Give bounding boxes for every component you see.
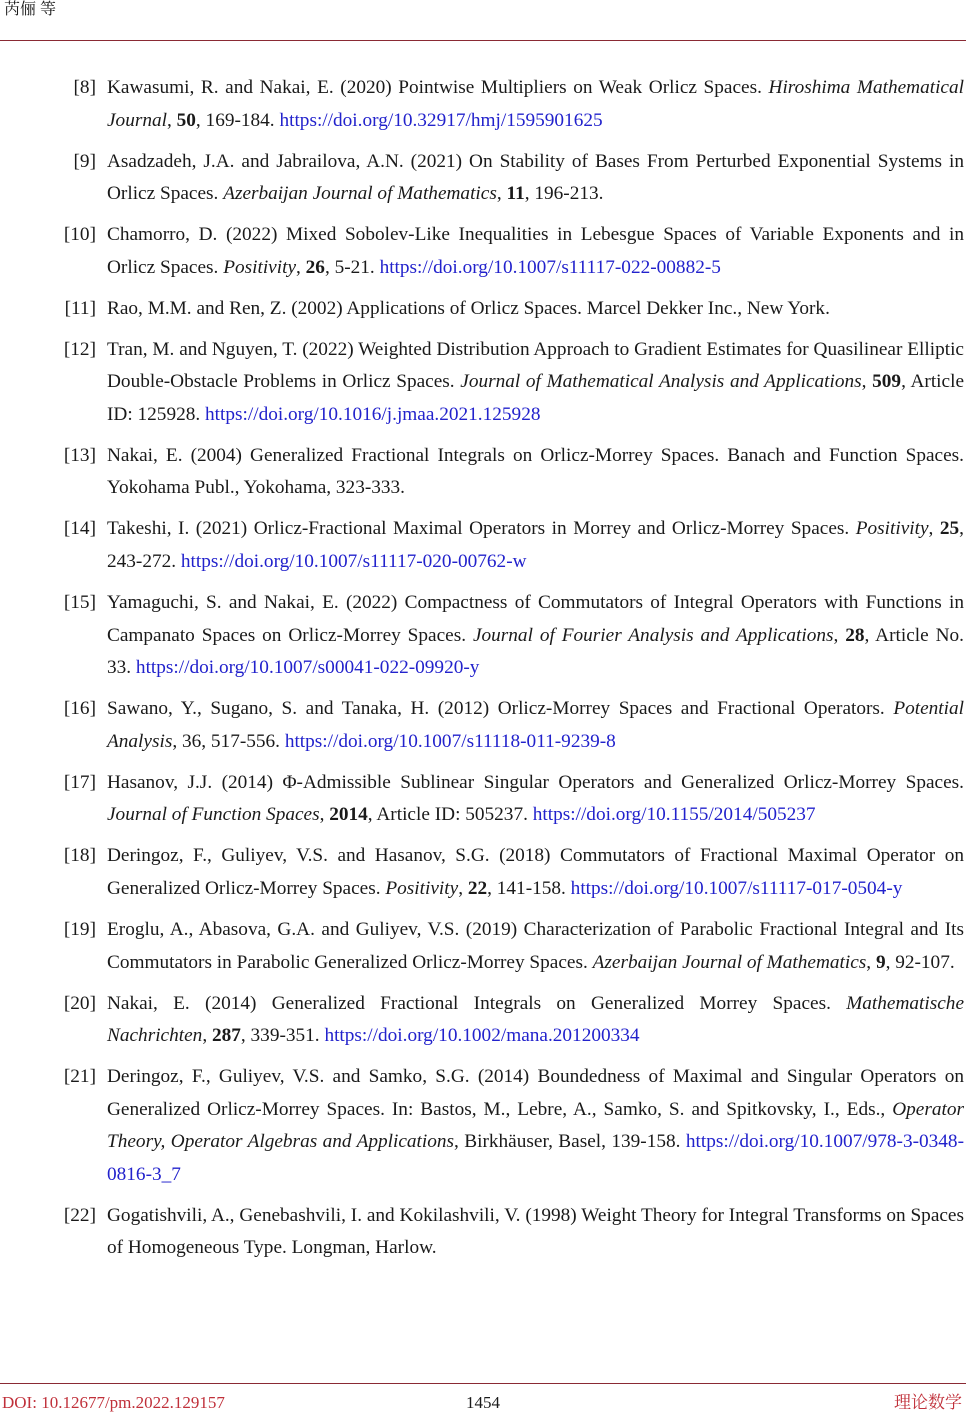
reference-body [107, 146, 964, 211]
reference-citation-text: Takeshi, I. (2021) Orlicz-Fractional Maximal Operators in Morrey and Orlicz-Morrey Spaces. [107, 518, 856, 540]
reference-volume: 509 [872, 371, 902, 393]
reference-journal-title: Azerbaijan Journal of Mathematics [223, 183, 497, 205]
reference-citation-text: Deringoz, F., Guliyev, V.S. and Samko, S.G. (2014) Boundedness of Maximal and Singular Operators on Generalized Orlicz-Morrey Spaces. In: Bastos, M., Lebre, A., Samko, S. and Spitkovsky, I., Eds., [107, 1066, 964, 1120]
reference-separator: , [202, 1025, 212, 1047]
reference-pages: 36, 517-556. [181, 730, 285, 752]
reference-pages: , 5-21. [324, 256, 380, 278]
reference-citation-text: Sawano, Y., Sugano, S. and Tanaka, H. (2012) Orlicz-Morrey Spaces and Fractional Operators. [107, 698, 894, 720]
reference-doi-link[interactable]: https://doi.org/10.32917/hmj/1595901625 [279, 109, 603, 131]
footer-divider [0, 1383, 966, 1384]
reference-doi-link[interactable]: https://doi.org/10.1007/s11117-022-00882-5 [379, 256, 721, 278]
reference-separator: , [454, 1131, 465, 1153]
reference-citation-text: Chamorro, D. (2022) Mixed Sobolev-Like Inequalities in Lebesgue Spaces of Variable Exponents and in Orlicz Spaces. [107, 224, 964, 278]
reference-journal-title: Mathematische Nachrichten [107, 992, 964, 1047]
reference-volume: 26 [305, 256, 325, 278]
reference-body [107, 1200, 964, 1265]
reference-doi-link[interactable]: https://doi.org/10.1007/s11117-020-00762-w [180, 551, 527, 573]
reference-pages: , 196-213. [524, 183, 604, 205]
reference-journal-title: Potential Analysis [107, 698, 964, 752]
reference-citation-text: Kawasumi, R. and Nakai, E. (2020) Pointwise Multipliers on Weak Orlicz Spaces. [107, 77, 769, 98]
footer-doi[interactable]: DOI: 10.12677/pm.2022.129157 [2, 1393, 225, 1412]
reference-citation-text: Gogatishvili, A., Genebashvili, I. and Kokilashvili, V. (1998) Weight Theory for Integral Transforms on Spaces of Homogeneous Type. Longman, Harlow. [107, 1204, 964, 1259]
reference-number: [20] [63, 992, 96, 1014]
reference-separator: , [166, 109, 177, 131]
reference-citation-text: Deringoz, F., Guliyev, V.S. and Hasanov, S.G. (2018) Commutators of Fractional Maximal Operator on Generalized Orlicz-Morrey Spaces. [107, 845, 964, 899]
reference-citation-text: Asadzadeh, J.A. and Jabrailova, A.N. (2021) On Stability of Bases From Perturbed Exponential Systems in Orlicz Spaces. [107, 150, 964, 205]
reference-journal-title: Hiroshima Mathematical Journal [107, 77, 964, 131]
reference-number: [12] [63, 338, 96, 360]
reference-number: [8] [73, 77, 96, 98]
reference-number: [9] [73, 150, 96, 172]
reference-number: [22] [63, 1204, 96, 1226]
reference-doi-link[interactable]: https://doi.org/10.1002/mana.201200334 [324, 1025, 640, 1047]
reference-pages: , 243-272. [107, 518, 964, 573]
reference-separator: , [928, 518, 940, 540]
reference-entry [0, 146, 966, 211]
reference-doi-link[interactable]: https://doi.org/10.1007/s11118-011-9239-8 [284, 730, 616, 752]
reference-citation-text: Yamaguchi, S. and Nakai, E. (2022) Compactness of Commutators of Integral Operators with Functions in Campanato Spaces on Orlicz-Morrey Spaces. [107, 592, 964, 646]
reference-volume: 2014 [329, 804, 368, 826]
reference-pages: Birkhäuser, Basel, 139-158. [464, 1131, 686, 1153]
reference-journal-title: Journal of Fourier Analysis and Applications [472, 624, 834, 646]
reference-pages: , 92-107. [885, 951, 955, 973]
reference-citation-text: Nakai, E. (2004) Generalized Fractional Integrals on Orlicz-Morrey Spaces. Banach and Function Spaces. Yokohama Publ., Yokohama, 323-333. [107, 444, 964, 499]
reference-body [107, 219, 964, 284]
reference-entry [0, 840, 966, 905]
reference-pages: , 141-158. [487, 877, 571, 899]
reference-citation-text: Rao, M.M. and Ren, Z. (2002) Applications of Orlicz Spaces. Marcel Dekker Inc., New York. [107, 297, 830, 319]
reference-volume: 28 [845, 624, 865, 646]
reference-body [107, 513, 964, 578]
reference-entry [0, 1061, 966, 1191]
reference-number: [19] [63, 918, 96, 940]
reference-volume: 50 [176, 109, 196, 131]
reference-entry [0, 767, 966, 832]
reference-entry [0, 334, 966, 432]
reference-number: [11] [64, 297, 96, 319]
reference-body [107, 440, 964, 505]
reference-number: [10] [63, 224, 96, 246]
reference-entry [0, 1200, 966, 1265]
header-divider [0, 40, 966, 41]
reference-separator: , [496, 183, 507, 205]
reference-body [107, 693, 964, 758]
reference-doi-link[interactable]: https://doi.org/10.1155/2014/505237 [532, 804, 816, 826]
reference-entry [0, 587, 966, 685]
reference-pages: , Article No. 33. [107, 624, 964, 679]
reference-volume: 25 [939, 518, 960, 540]
reference-journal-title: Positivity [855, 518, 929, 540]
reference-citation-text: Hasanov, J.J. (2014) Φ-Admissible Sublinear Singular Operators and Generalized Orlicz-Morrey Spaces. [107, 771, 964, 793]
reference-pages: , 169-184. [195, 109, 280, 131]
reference-journal-title: Positivity [385, 877, 459, 899]
reference-number: [14] [63, 518, 96, 540]
reference-number: [15] [63, 592, 96, 614]
reference-entry [0, 914, 966, 979]
reference-entry [0, 219, 966, 284]
reference-citation-text: Tran, M. and Nguyen, T. (2022) Weighted Distribution Approach to Gradient Estimates for Quasilinear Elliptic Double-Obstacle Problems in Orlicz Spaces. [107, 338, 964, 393]
reference-journal-title: Positivity [223, 256, 297, 278]
reference-body [107, 914, 964, 979]
reference-journal-title: Azerbaijan Journal of Mathematics [592, 951, 867, 973]
reference-body [107, 767, 964, 832]
reference-volume: 11 [506, 183, 525, 205]
reference-separator: , [296, 256, 306, 278]
reference-number: [18] [63, 845, 96, 867]
reference-separator: , [458, 877, 468, 899]
reference-body [107, 334, 964, 432]
page-number: 1454 [466, 1393, 500, 1412]
reference-doi-link[interactable]: https://doi.org/10.1007/s11117-017-0504-y [570, 877, 903, 899]
reference-journal-title: Operator Theory, Operator Algebras and Applications [107, 1098, 964, 1153]
reference-body [107, 840, 964, 905]
reference-separator: , [866, 951, 876, 973]
reference-body [107, 1061, 964, 1191]
reference-number: [16] [63, 698, 96, 720]
reference-doi-link[interactable]: https://doi.org/10.1007/978-3-0348-0816-3_7 [107, 1131, 964, 1185]
reference-entry [0, 72, 966, 137]
reference-number: [17] [63, 771, 96, 793]
reference-pages: , Article ID: 505237. [367, 804, 533, 826]
reference-volume: 9 [875, 951, 886, 973]
reference-volume: 287 [211, 1025, 241, 1047]
reference-separator: , [172, 730, 182, 752]
reference-entry [0, 293, 966, 326]
reference-separator: , [319, 804, 330, 826]
reference-number: [13] [63, 444, 96, 466]
reference-journal-title: Journal of Function Spaces [107, 804, 320, 826]
reference-entry [0, 513, 966, 578]
reference-separator: , [861, 371, 873, 393]
reference-list [0, 72, 966, 1273]
reference-body [107, 988, 964, 1053]
reference-entry [0, 440, 966, 505]
reference-number: [21] [63, 1066, 96, 1088]
footer-journal-name: 理论数学 [894, 1393, 962, 1412]
reference-separator: , [833, 624, 846, 646]
reference-journal-title: Journal of Mathematical Analysis and Applications [460, 371, 862, 393]
reference-body [107, 72, 964, 137]
reference-entry [0, 988, 966, 1053]
reference-citation-text: Eroglu, A., Abasova, G.A. and Guliyev, V.S. (2019) Characterization of Parabolic Fractional Integral and Its Commutators in Parabolic Generalized Orlicz-Morrey Spaces. [107, 918, 964, 973]
reference-pages: , Article ID: 125928. [107, 371, 965, 425]
reference-volume: 22 [467, 877, 488, 899]
reference-citation-text: Nakai, E. (2014) Generalized Fractional Integrals on Generalized Morrey Spaces. [107, 992, 847, 1014]
reference-entry [0, 693, 966, 758]
reference-body [107, 587, 964, 685]
reference-doi-link[interactable]: https://doi.org/10.1007/s00041-022-09920-y [135, 657, 480, 679]
reference-body [107, 293, 964, 326]
running-header-authors: 芮俪 等 [4, 1, 57, 18]
reference-doi-link[interactable]: https://doi.org/10.1016/j.jmaa.2021.125928 [205, 403, 541, 425]
reference-pages: , 339-351. [240, 1025, 325, 1047]
